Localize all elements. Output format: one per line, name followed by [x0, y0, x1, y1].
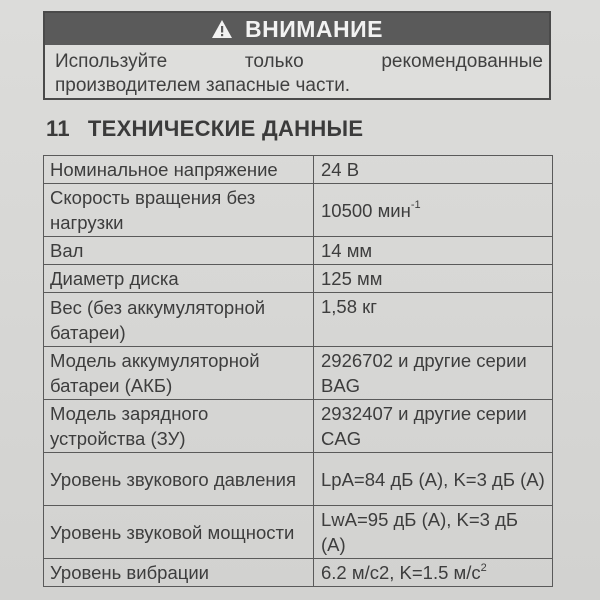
- warning-triangle-icon: [211, 19, 233, 39]
- spec-key: Модель аккумуляторной батареи (АКБ): [44, 347, 314, 400]
- table-row: [44, 453, 553, 506]
- table-row: [44, 293, 553, 347]
- table-row: [44, 506, 553, 559]
- warning-text: [45, 45, 549, 98]
- spec-key: Уровень вибрации: [44, 559, 314, 587]
- warning-word: только: [244, 51, 304, 72]
- warning-header: [45, 13, 549, 45]
- spec-value: 125 мм: [314, 265, 553, 293]
- warning-word: Используйте: [55, 51, 168, 72]
- warning-title: ВНИМАНИЕ: [244, 15, 383, 42]
- section-title: ТЕХНИЧЕСКИЕ ДАННЫЕ: [87, 116, 364, 141]
- table-row: [44, 347, 553, 400]
- spec-value: 14 мм: [314, 237, 553, 265]
- spec-key: Модель зарядного устройства (ЗУ): [44, 400, 314, 453]
- table-row: [44, 184, 553, 237]
- table-row: [44, 237, 553, 265]
- spec-key: Уровень звуковой мощности: [44, 506, 314, 559]
- spec-key: Скорость вращения без нагрузки: [44, 184, 314, 237]
- spec-value-exponent: -1: [410, 199, 421, 212]
- spec-key: Номинальное напряжение: [44, 156, 314, 184]
- table-row: [44, 265, 553, 293]
- spec-value: [314, 184, 553, 237]
- section-number: 11: [46, 116, 70, 141]
- spec-key: Вал: [44, 237, 314, 265]
- section-heading: [46, 116, 363, 142]
- table-row: [44, 400, 553, 453]
- spec-key: Вес (без аккумуляторной батареи): [44, 293, 314, 347]
- spec-key: Диаметр диска: [44, 265, 314, 293]
- spec-value-text: 6.2 м/с2, K=1.5 м/с: [321, 562, 481, 583]
- spec-value-text: 10500 мин: [321, 199, 411, 221]
- spec-value-exponent: 2: [480, 561, 487, 574]
- spec-value: 24 В: [314, 156, 553, 184]
- table-row: [44, 559, 553, 587]
- spec-value: 2926702 и другие серии BAG: [314, 347, 553, 400]
- spec-key: Уровень звукового давления: [44, 453, 314, 506]
- warning-box: [43, 11, 551, 100]
- spec-value: LwA=95 дБ (А), K=3 дБ (А): [314, 506, 553, 559]
- warning-line-2: производителем запасные части.: [55, 75, 351, 96]
- technical-data-table: [43, 155, 553, 587]
- spec-value: 1,58 кг: [314, 293, 553, 347]
- spec-value: [314, 559, 553, 587]
- spec-value: 2932407 и другие серии CAG: [314, 400, 553, 453]
- table-row: [44, 156, 553, 184]
- spec-value: LpA=84 дБ (А), K=3 дБ (А): [314, 453, 553, 506]
- warning-word: рекомендованные: [381, 51, 543, 72]
